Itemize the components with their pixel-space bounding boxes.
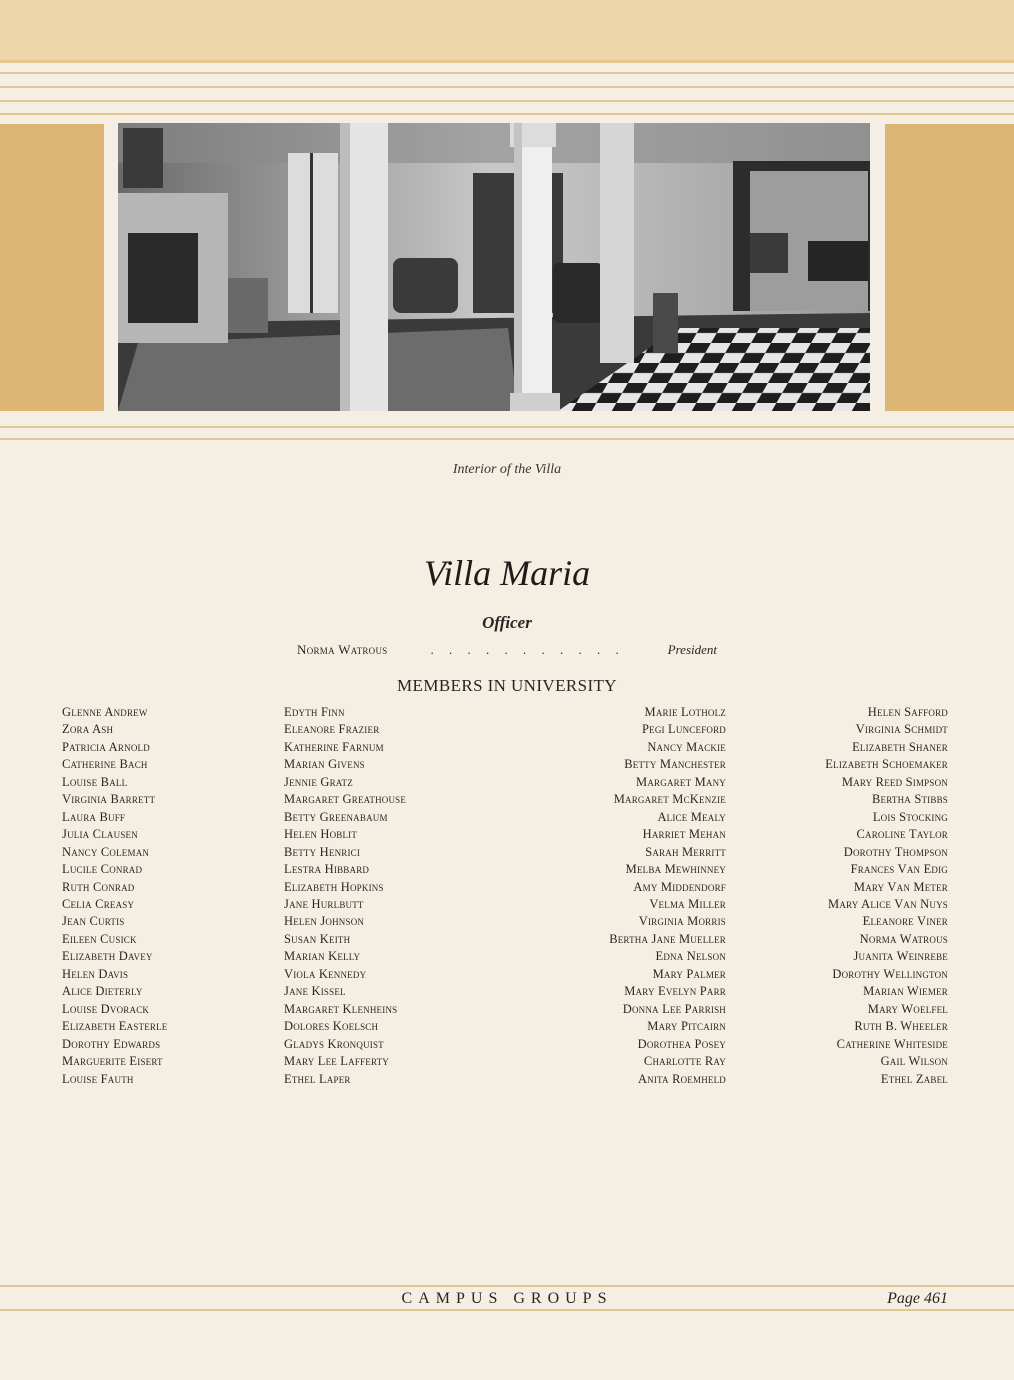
member-name: Nancy Mackie: [647, 739, 726, 754]
member-name: Jane Hurlbutt: [284, 896, 364, 911]
member-name: Katherine Farnum: [284, 739, 384, 754]
member-name: Dolores Koelsch: [284, 1019, 379, 1034]
member-name: Margaret Klenheins: [284, 1001, 398, 1016]
member-name: Edna Nelson: [655, 949, 726, 964]
member-name: Marguerite Eisert: [62, 1054, 163, 1069]
left-side-panel: [0, 124, 104, 411]
member-name: Virginia Schmidt: [855, 722, 948, 737]
member-name: Helen Davis: [62, 966, 129, 981]
member-name: Bertha Jane Mueller: [609, 931, 726, 946]
member-name: Jean Curtis: [62, 914, 125, 929]
member-name: Elizabeth Hopkins: [284, 879, 384, 894]
member-name: Juanita Weinrebe: [853, 949, 948, 964]
member-name: Ethel Zabel: [880, 1071, 948, 1086]
member-name: Dorothy Edwards: [62, 1036, 161, 1051]
member-name: Margaret Many: [636, 774, 726, 789]
header-rule: [0, 60, 1014, 63]
page-title: Villa Maria: [423, 553, 591, 593]
member-name: Dorothy Wellington: [832, 966, 948, 981]
member-name: Louise Fauth: [62, 1071, 134, 1086]
member-name: Elizabeth Easterle: [62, 1019, 168, 1034]
member-name: Marian Wiemer: [863, 984, 948, 999]
member-name: Elizabeth Shaner: [852, 739, 948, 754]
member-name: Helen Johnson: [284, 914, 365, 929]
member-name: Edyth Finn: [284, 705, 345, 719]
member-name: Mary Reed Simpson: [841, 774, 948, 789]
member-name: Glenne Andrew: [62, 705, 148, 719]
member-name: Helen Safford: [867, 705, 948, 719]
member-name: Celia Creasy: [62, 896, 135, 911]
footer-rule: [0, 1309, 1014, 1311]
member-name: Mary Van Meter: [853, 879, 948, 894]
member-name: Lestra Hibbard: [284, 862, 370, 877]
member-name: Louise Ball: [62, 774, 128, 789]
member-name: Anita Roemheld: [637, 1071, 726, 1086]
member-name: Marian Givens: [284, 757, 365, 772]
member-name: Elizabeth Schoemaker: [825, 757, 948, 772]
member-name: Jane Kissel: [284, 984, 346, 999]
members-column-3: [609, 704, 726, 1088]
member-name: Mary Pitcairn: [647, 1019, 726, 1034]
member-name: Norma Watrous: [859, 931, 948, 946]
member-name: Gladys Kronquist: [284, 1036, 384, 1051]
page-number: Page 461: [887, 1290, 948, 1307]
member-name: Dorothea Posey: [637, 1036, 726, 1051]
footer-rule: [0, 1285, 1014, 1287]
member-name: Lois Stocking: [872, 809, 948, 824]
member-name: Zora Ash: [62, 722, 114, 737]
member-name: Betty Henrici: [284, 844, 361, 859]
member-name: Alice Dieterly: [62, 984, 143, 999]
header-rule: [0, 72, 1014, 74]
photo-rule: [0, 438, 1014, 440]
member-name: Lucile Conrad: [62, 862, 143, 877]
header-rule: [0, 100, 1014, 102]
member-name: Donna Lee Parrish: [622, 1001, 726, 1016]
members-column-1: [62, 704, 167, 1088]
villa-interior-photo: [118, 123, 870, 411]
member-name: Catherine Bach: [62, 757, 148, 772]
officer-row: [297, 642, 717, 662]
member-name: Bertha Stibbs: [872, 792, 948, 807]
member-name: Velma Miller: [649, 896, 726, 911]
member-name: Helen Hoblit: [284, 827, 358, 842]
member-name: Eleanore Frazier: [284, 722, 380, 737]
member-name: Caroline Taylor: [856, 827, 948, 842]
member-name: Frances Van Edig: [850, 862, 948, 877]
member-name: Jennie Gratz: [284, 774, 353, 789]
header-rule: [0, 86, 1014, 88]
photo-caption: Interior of the Villa: [452, 462, 562, 477]
member-name: Ruth B. Wheeler: [854, 1019, 948, 1034]
member-name: Eleanore Viner: [862, 914, 948, 929]
member-name: Dorothy Thompson: [843, 844, 948, 859]
officer-leader-dots: . . . . . . . . . . .: [430, 642, 625, 657]
member-name: Betty Greenabaum: [284, 809, 388, 824]
member-name: Alice Mealy: [657, 809, 726, 824]
member-name: Margaret Greathouse: [284, 792, 407, 807]
member-name: Catherine Whiteside: [836, 1036, 948, 1051]
member-name: Amy Middendorf: [633, 879, 726, 894]
member-name: Susan Keith: [284, 931, 351, 946]
header-rule: [0, 113, 1014, 115]
member-name: Harriet Mehan: [642, 827, 726, 842]
header-band: [0, 0, 1014, 60]
photo-rule: [0, 426, 1014, 428]
member-name: Laura Buff: [62, 809, 126, 824]
member-name: Pegi Lunceford: [641, 722, 726, 737]
member-name: Louise Dvorack: [62, 1001, 150, 1016]
members-heading: MEMBERS IN UNIVERSITY: [397, 676, 617, 695]
member-name: Viola Kennedy: [284, 966, 367, 981]
footer-section-label: CAMPUS GROUPS: [401, 1290, 613, 1307]
member-name: Elizabeth Davey: [62, 949, 153, 964]
member-name: Sarah Merritt: [645, 844, 726, 859]
officer-role: President: [667, 642, 717, 657]
members-column-4: [825, 704, 948, 1088]
member-name: Patricia Arnold: [62, 739, 150, 754]
member-name: Mary Palmer: [652, 966, 726, 981]
member-name: Marian Kelly: [284, 949, 361, 964]
member-name: Charlotte Ray: [643, 1054, 726, 1069]
member-name: Mary Lee Lafferty: [284, 1054, 390, 1069]
member-name: Virginia Barrett: [62, 792, 156, 807]
member-name: Marie Lotholz: [644, 705, 726, 719]
member-name: Eileen Cusick: [62, 931, 137, 946]
member-name: Gail Wilson: [880, 1054, 948, 1069]
member-name: Mary Woelfel: [867, 1001, 948, 1016]
member-name: Mary Alice Van Nuys: [828, 896, 948, 911]
officer-heading: Officer: [482, 613, 532, 632]
member-name: Nancy Coleman: [62, 844, 150, 859]
member-name: Margaret McKenzie: [613, 792, 726, 807]
right-side-panel: [885, 124, 1014, 411]
member-name: Melba Mewhinney: [625, 862, 726, 877]
member-name: Mary Evelyn Parr: [624, 984, 726, 999]
member-name: Virginia Morris: [638, 914, 726, 929]
member-name: Betty Manchester: [624, 757, 726, 772]
officer-name: Norma Watrous: [297, 642, 388, 657]
members-column-2: [284, 704, 406, 1088]
member-name: Ethel Laper: [284, 1071, 351, 1086]
member-name: Julia Clausen: [62, 827, 138, 842]
member-name: Ruth Conrad: [62, 879, 135, 894]
